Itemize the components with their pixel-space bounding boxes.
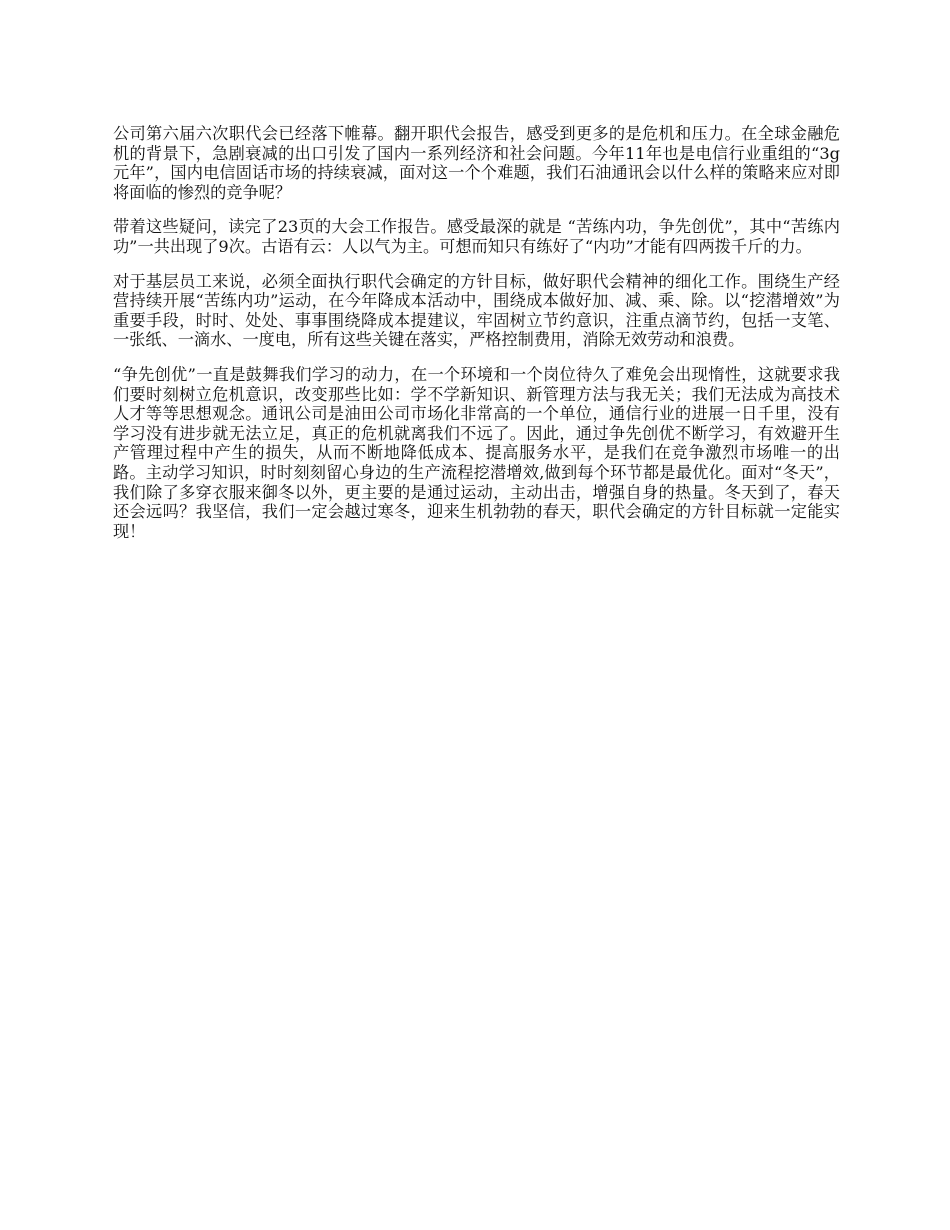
paragraph-1: 公司第六届六次职代会已经落下帷幕。翻开职代会报告，感受到更多的是危机和压力。在全球金融危机的背景下，急剧衰减的出口引发了国内一系列经济和社会问题。今年11年也是电信行业重组的“3g元年”，国内电信固话市场的持续衰减，面对这一个个难题，我们石油通讯会以什么样的策略来应对即将面临的惨烈的竞争呢？ (113, 124, 840, 202)
paragraph-3: 对于基层员工来说，必须全面执行职代会确定的方针目标，做好职代会精神的细化工作。围绕生产经营持续开展“苦练内功”运动，在今年降成本活动中，围绕成本做好加、减、乘、除。以“挖潜增效”为重要手段，时时、处处、事事围绕降成本提建议，牢固树立节约意识，注重点滴节约，包括一支笔、一张纸、一滴水、一度电，所有这些关键在落实，严格控制费用，消除无效劳动和浪费。 (113, 271, 840, 350)
paragraph-4: “争先创优”一直是鼓舞我们学习的动力，在一个环境和一个岗位待久了难免会出现惰性，这就要求我们要时刻树立危机意识，改变那些比如：学不学新知识、新管理方法与我无关；我们无法成为高技术人才等等思想观念。通讯公司是油田公司市场化非常高的一个单位，通信行业的进展一日千里，没有学习没有进步就无法立足，真正的危机就离我们不远了。因此，通过争先创优不断学习，有效避开生产管理过程中产生的损失，从而不断地降低成本、提高服务水平，是我们在竞争激烈市场唯一的出路。主动学习知识，时时刻刻留心身边的生产流程挖潜增效,做到每个环节都是最优化。面对“冬天”，我们除了多穿衣服来御冬以外，更主要的是通过运动，主动出击，增强自身的热量。冬天到了，春天还会远吗？我坚信，我们一定会越过寒冬，迎来生机勃勃的春天，职代会确定的方针目标就一定能实现！ (113, 364, 840, 541)
paragraph-2: 带着这些疑问，读完了23页的大会工作报告。感受最深的就是 “苦练内功，争先创优”，其中“苦练内功”一共出现了9次。古语有云：人以气为主。可想而知只有练好了“内功”才能有四两拨千斤的力。 (113, 217, 840, 256)
document-body (113, 124, 840, 541)
